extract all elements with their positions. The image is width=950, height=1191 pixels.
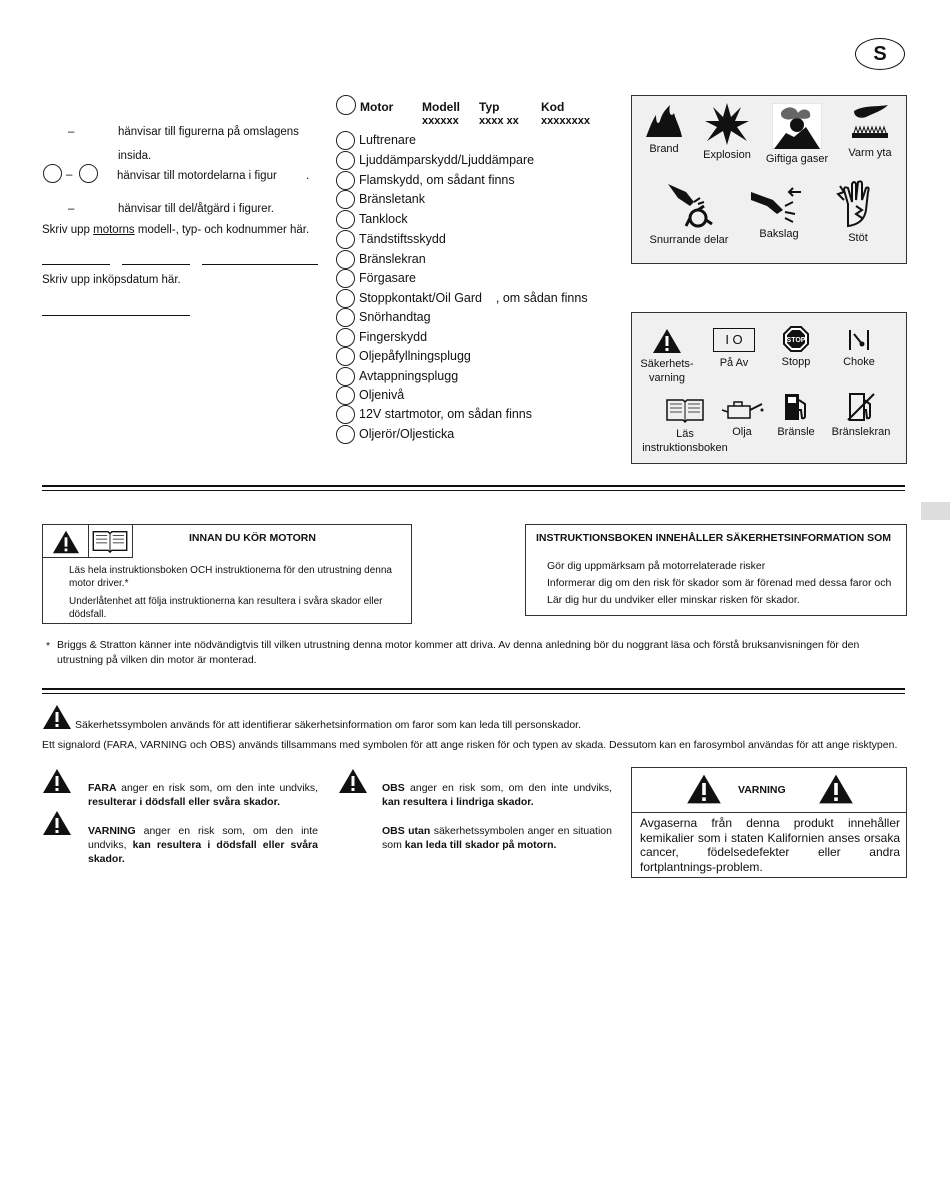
symbol-fuel-valve: Bränslekran xyxy=(830,392,892,439)
kickback-icon xyxy=(749,180,809,224)
symbol-read-manual: Läs instruktionsboken xyxy=(640,396,730,455)
symbol-fuel: Bränsle xyxy=(772,392,820,439)
part-number-circle xyxy=(79,164,98,183)
intro-dash-1: – xyxy=(68,126,75,138)
manual-info-item-2: Informerar dig om den risk för skador som är förenad med dessa faror och xyxy=(547,577,892,589)
part-number-circle xyxy=(336,190,355,209)
part-number-circle xyxy=(336,405,355,424)
signal-word-text: Ett signalord (FARA, VARNING och OBS) används tillsammans med symbolen för att ange risken för och typen av skada. Dessutom kan en farosymbol användas för att ange risktypen. xyxy=(42,739,898,751)
part-item: Flamskydd, om sådant finns xyxy=(336,171,515,190)
part-number-circle xyxy=(336,386,355,405)
symbol-on-off: I O På Av xyxy=(708,328,760,370)
model-blank[interactable] xyxy=(42,264,110,265)
symbol-stop: STOP Stopp xyxy=(772,326,820,369)
part-number-circle xyxy=(336,367,355,386)
choke-icon xyxy=(848,328,870,352)
parts-header-motor: Motor xyxy=(360,100,394,114)
footnote-text: Briggs & Stratton känner inte nödvändigtvis till vilken utrustning denna motor kommer att driva. Av denna anledning bör du noggrant läsa och förstå bruksanvisningen för den utrustning på vilken din motor är monterad. xyxy=(57,639,860,666)
explosion-icon xyxy=(705,103,749,145)
part-number-circle xyxy=(336,308,355,327)
oil-can-icon xyxy=(720,396,764,422)
hazard-explosion: Explosion xyxy=(700,103,754,162)
manual-book-icon xyxy=(91,528,129,554)
part-number-circle xyxy=(336,95,356,115)
california-warning-box xyxy=(631,767,907,878)
code-blank[interactable] xyxy=(202,264,318,265)
safety-symbol-text: Säkerhetssymbolen används för att identifierar säkerhetsinformation om faror som kan leda till personskador. xyxy=(75,719,581,731)
obs-no-symbol-description: OBS utan säkerhetssymbolen anger en situation som kan leda till skador på motorn. xyxy=(382,825,612,851)
part-item: Tändstiftsskydd xyxy=(336,230,446,249)
manual-info-title: INSTRUKTIONSBOKEN INNEHÅLLER SÄKERHETSINFORMATION SOM xyxy=(536,532,892,544)
parts-header-modell-val: xxxxxx xyxy=(422,115,459,127)
date-blank[interactable] xyxy=(42,315,190,316)
fire-icon xyxy=(644,103,684,139)
part-item: Oljenivå xyxy=(336,386,404,405)
warning-triangle-icon xyxy=(686,773,722,805)
hazard-toxic-gas: Giftiga gaser xyxy=(764,103,830,166)
intro-line-1-cont: insida. xyxy=(118,150,152,162)
part-item: Tanklock xyxy=(336,210,408,229)
hazard-shock: Stöt xyxy=(826,180,890,245)
part-number-circle xyxy=(336,328,355,347)
rotating-parts-icon xyxy=(664,180,714,230)
part-number-circle xyxy=(336,171,355,190)
part-item: Avtappningsplugg xyxy=(336,367,458,386)
part-number-circle xyxy=(336,230,355,249)
part-number-circle xyxy=(336,131,355,150)
symbol-oil: Olja xyxy=(716,396,768,439)
on-off-icon: I O xyxy=(713,328,755,352)
before-run-item-2: Underlåtenhet att följa instruktionerna kan resultera i svåra skador eller dödsfall. xyxy=(69,596,383,620)
hazard-brand: Brand xyxy=(640,103,688,156)
part-item: Bränsletank xyxy=(336,190,425,209)
part-item: 12V startmotor, om sådan finns xyxy=(336,405,532,424)
before-run-title: INNAN DU KÖR MOTORN xyxy=(189,532,316,544)
part-number-circle xyxy=(336,151,355,170)
california-warning-text: Avgaserna från denna produkt innehåller kemikalier som i staten Kalifornien anses orsaka cancer, födelsedefekter eller andra fortplantnings-problem. xyxy=(640,816,900,874)
part-number-circle xyxy=(336,347,355,366)
obs-description: OBS anger en risk som, om den inte undviks, kan resultera i lindriga skador. xyxy=(382,782,612,808)
symbol-choke: Choke xyxy=(834,328,884,369)
part-number-circle xyxy=(336,210,355,229)
warning-triangle-icon xyxy=(52,529,80,555)
manual-info-box xyxy=(525,524,907,616)
parts-header-typ: Typ xyxy=(479,100,500,114)
hazard-hot-surface: Varm yta xyxy=(842,103,898,160)
intro-line-1: hänvisar till figurerna på omslagens xyxy=(118,126,299,138)
part-item: Stoppkontakt/Oil Gard , om sådan finns xyxy=(336,289,588,308)
fara-description: FARA anger en risk som, om den inte undviks, resulterar i dödsfall eller svåra skador. xyxy=(88,782,318,808)
intro-line-2: hänvisar till motordelarna i figur xyxy=(117,170,277,182)
part-item: Ljuddämparskydd/Ljuddämpare xyxy=(336,151,534,170)
warning-cell xyxy=(43,525,89,558)
part-number-circle xyxy=(43,164,62,183)
varning-description: VARNING anger en risk som, om den inte undviks, kan resultera i dödsfall eller svåra skador. xyxy=(88,825,318,865)
part-number-circle xyxy=(336,269,355,288)
intro-line-3: hänvisar till del/åtgärd i figurer. xyxy=(118,203,274,215)
part-number-circle xyxy=(336,250,355,269)
svg-text:STOP: STOP xyxy=(786,337,806,344)
part-number-circle xyxy=(336,425,355,444)
hot-surface-icon xyxy=(848,103,892,143)
parts-header-modell: Modell xyxy=(422,100,460,114)
manual-cell xyxy=(88,525,133,558)
footnote-star: * xyxy=(46,640,51,652)
record-model-text: Skriv upp motorns modell-, typ- och kodnummer här. xyxy=(42,224,310,236)
part-number-circle xyxy=(336,289,355,308)
warning-triangle-icon xyxy=(42,768,72,794)
electric-shock-icon xyxy=(836,180,880,228)
hazard-rotating-parts: Snurrande delar xyxy=(644,180,734,247)
warning-triangle-icon xyxy=(42,704,72,730)
intro-line-2-end: . xyxy=(306,170,310,182)
language-badge: S xyxy=(855,38,905,70)
manual-info-item-3: Lär dig hur du undviker eller minskar risken för skador. xyxy=(547,594,800,606)
warning-triangle-icon xyxy=(818,773,854,805)
warning-triangle-icon xyxy=(338,768,368,794)
warning-triangle-icon xyxy=(652,328,682,354)
record-date-text: Skriv upp inköpsdatum här. xyxy=(42,274,181,286)
manual-info-item-1: Gör dig uppmärksam på motorrelaterade risker xyxy=(547,560,766,572)
part-item: Oljerör/Oljesticka xyxy=(336,425,454,444)
california-warning-header xyxy=(632,768,906,813)
parts-header-kod-val: xxxxxxxx xyxy=(541,115,590,127)
type-blank[interactable] xyxy=(122,264,190,265)
part-item: Fingerskydd xyxy=(336,328,427,347)
section-divider xyxy=(42,485,905,491)
california-warning-title: VARNING xyxy=(738,784,786,796)
part-item: Bränslekran xyxy=(336,250,426,269)
hazard-kickback: Bakslag xyxy=(742,180,816,241)
parts-header-typ-val: xxxx xx xyxy=(479,115,519,127)
before-run-item-1: Läs hela instruktionsboken OCH instruktionerna för den utrustning denna motor driver.* xyxy=(69,565,392,589)
symbol-safety-alert: Säkerhets- varning xyxy=(638,328,696,385)
part-item: Förgasare xyxy=(336,269,416,288)
intro-dash-3: – xyxy=(68,203,75,215)
warning-triangle-icon xyxy=(42,810,72,836)
parts-header-kod: Kod xyxy=(541,100,565,114)
intro-dash-2: – xyxy=(66,169,73,181)
before-run-box xyxy=(42,524,412,624)
part-item: Oljepåfyllningsplugg xyxy=(336,347,471,366)
fuel-valve-icon xyxy=(846,392,876,422)
manual-book-icon xyxy=(665,396,705,424)
section-divider xyxy=(42,688,905,694)
toxic-gas-icon xyxy=(772,103,822,149)
part-item: Luftrenare xyxy=(336,131,416,150)
fuel-pump-icon xyxy=(783,392,809,422)
stop-sign-icon xyxy=(783,326,809,352)
side-tab xyxy=(921,502,950,520)
part-item: Snörhandtag xyxy=(336,308,431,327)
